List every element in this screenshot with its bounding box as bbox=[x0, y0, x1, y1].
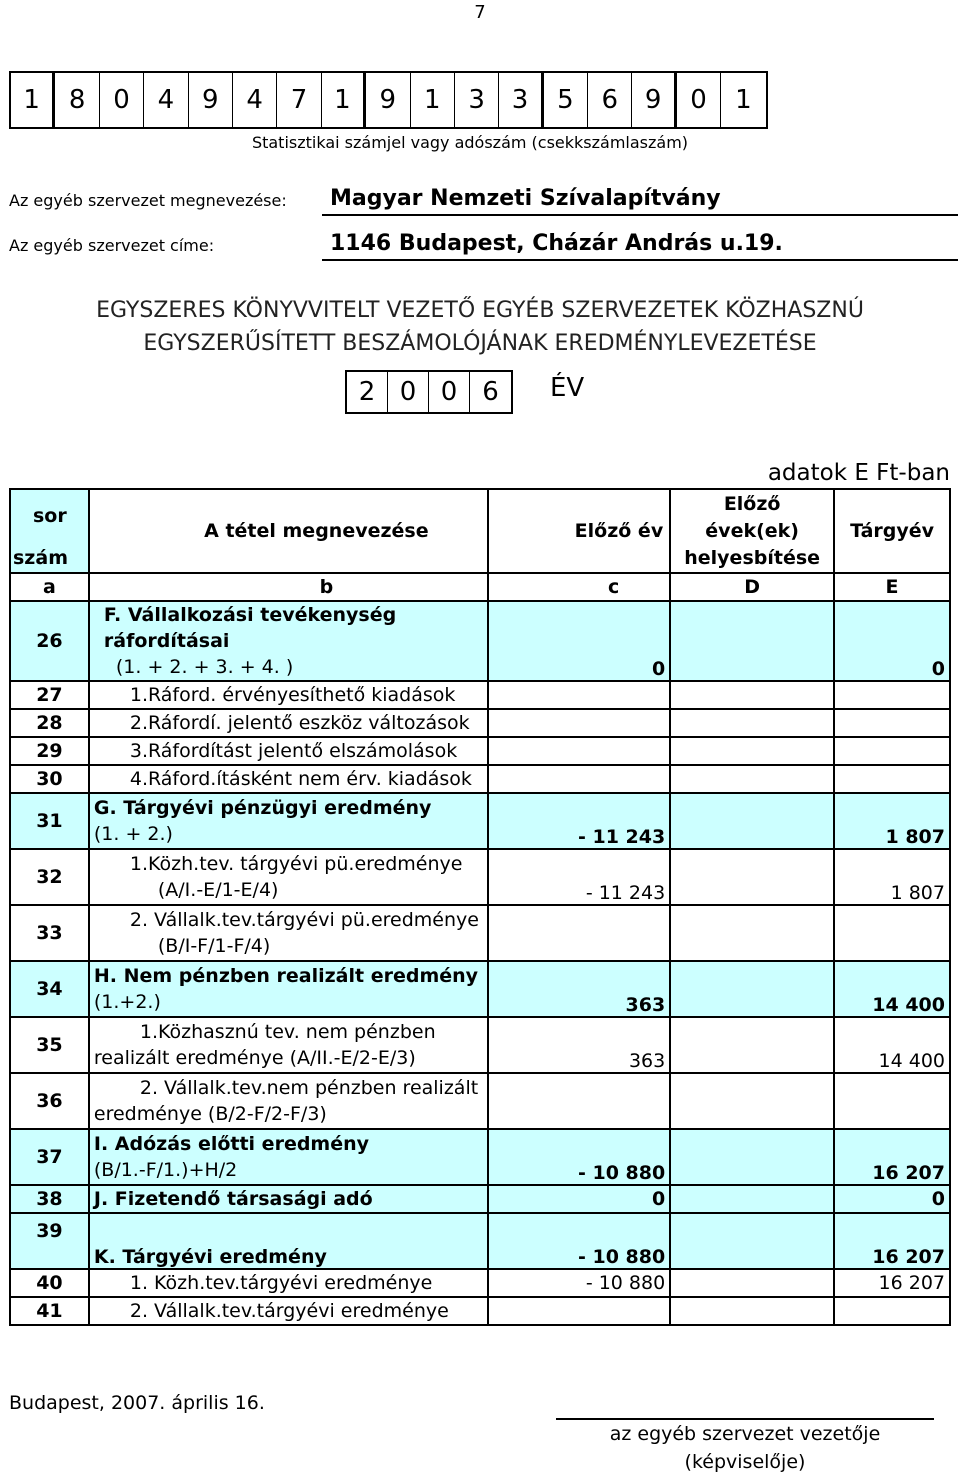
row-prev: - 10 880 bbox=[488, 1269, 670, 1297]
year-suffix: ÉV bbox=[550, 373, 585, 403]
table-row bbox=[10, 1269, 950, 1297]
row-curr bbox=[834, 1073, 950, 1129]
letter-e: E bbox=[834, 573, 950, 601]
income-statement-table bbox=[9, 488, 951, 1326]
row-label: 1. Közh.tev.tárgyévi eredménye bbox=[89, 1269, 488, 1297]
letter-d: D bbox=[670, 573, 834, 601]
row-label-line2: eredménye (B/2-F/2-F/3) bbox=[93, 1103, 327, 1125]
tax-id-digit: 0 bbox=[100, 73, 144, 127]
row-label-line1: 2. Vállalk.tev.nem pénzben realizált bbox=[139, 1077, 479, 1099]
tax-id-digit: 6 bbox=[588, 73, 632, 127]
year-digit: 0 bbox=[429, 372, 470, 412]
row-number: 35 bbox=[10, 1017, 89, 1073]
org-name-label: Az egyéb szervezet megnevezése: bbox=[9, 191, 287, 210]
signature-line bbox=[556, 1418, 934, 1420]
row-label-line1: 1.Közh.tev. tárgyévi pü.eredménye bbox=[129, 853, 463, 875]
row-curr: 0 bbox=[834, 601, 950, 681]
table-row bbox=[10, 765, 950, 793]
row-label bbox=[89, 601, 488, 681]
row-label: K. Tárgyévi eredmény bbox=[89, 1213, 488, 1269]
row-prev: - 10 880 bbox=[488, 1213, 670, 1269]
row-label bbox=[89, 905, 488, 961]
row-number: 38 bbox=[10, 1185, 89, 1213]
header-corr-3: helyesbítése bbox=[684, 546, 821, 569]
tax-id-digit: 1 bbox=[735, 85, 752, 115]
tax-id-digit: 1 bbox=[322, 73, 366, 127]
table-row bbox=[10, 1213, 950, 1269]
letter-a: a bbox=[10, 573, 89, 601]
tax-id-boxes bbox=[9, 71, 768, 129]
row-label bbox=[89, 1073, 488, 1129]
row-number: 27 bbox=[10, 681, 89, 709]
report-title-line1: EGYSZERES KÖNYVVITELT VEZETŐ EGYÉB SZERVEZETEK KÖZHASZNÚ bbox=[96, 298, 864, 323]
row-prev: - 10 880 bbox=[488, 1129, 670, 1185]
row-number: 33 bbox=[10, 905, 89, 961]
row-corr bbox=[670, 1297, 834, 1325]
row-corr bbox=[670, 737, 834, 765]
table-row bbox=[10, 1185, 950, 1213]
header-prev: Előző év bbox=[488, 489, 670, 573]
tax-id-digit: 4 bbox=[233, 73, 277, 127]
row-prev bbox=[488, 765, 670, 793]
tax-id-digit: 4 bbox=[144, 73, 188, 127]
table-row bbox=[10, 1073, 950, 1129]
row-label-line2: (A/I.-E/1-E/4) bbox=[157, 879, 279, 901]
row-curr: 16 207 bbox=[834, 1213, 950, 1269]
table-row bbox=[10, 737, 950, 765]
row-corr bbox=[670, 601, 834, 681]
row-label-line1: 2. Vállalk.tev.tárgyévi pü.eredménye bbox=[129, 909, 479, 931]
row-label bbox=[89, 849, 488, 905]
row-label bbox=[89, 793, 488, 849]
tax-id-digit: 0 bbox=[677, 73, 721, 127]
row-number: 39 bbox=[10, 1213, 89, 1269]
header-sor-szam bbox=[10, 489, 89, 573]
row-label-line2: (1. + 2.) bbox=[93, 823, 173, 845]
tax-id-digit: 3 bbox=[499, 73, 543, 127]
header-corr bbox=[670, 489, 834, 573]
row-label bbox=[89, 961, 488, 1017]
row-corr bbox=[670, 793, 834, 849]
row-prev bbox=[488, 905, 670, 961]
tax-id-digit: 9 bbox=[366, 73, 410, 127]
row-corr bbox=[670, 1269, 834, 1297]
row-curr: 14 400 bbox=[834, 961, 950, 1017]
units-note: adatok E Ft-ban bbox=[767, 460, 950, 486]
row-label: 4.Ráford.ításként nem érv. kiadások bbox=[89, 765, 488, 793]
row-label: 1.Ráford. érvényesíthető kiadások bbox=[89, 681, 488, 709]
table-header-row bbox=[10, 489, 950, 573]
page-number: 7 bbox=[474, 2, 486, 23]
signature-caption: az egyéb szervezet vezetője bbox=[609, 1423, 881, 1445]
table-row bbox=[10, 601, 950, 681]
row-label: 3.Ráfordítást jelentő elszámolások bbox=[89, 737, 488, 765]
tax-id-digit: 9 bbox=[189, 73, 233, 127]
row-prev bbox=[488, 1073, 670, 1129]
header-szam: szám bbox=[13, 547, 68, 569]
tax-id-caption: Statisztikai számjel vagy adószám (csekkszámlaszám) bbox=[251, 133, 689, 152]
letters-row bbox=[10, 573, 950, 601]
row-curr: 16 207 bbox=[834, 1269, 950, 1297]
row-number: 36 bbox=[10, 1073, 89, 1129]
row-corr bbox=[670, 1129, 834, 1185]
row-prev: 363 bbox=[488, 961, 670, 1017]
year-digit: 2 bbox=[347, 372, 388, 412]
row-corr bbox=[670, 849, 834, 905]
header-corr-1: Előző bbox=[723, 492, 781, 515]
row-corr bbox=[670, 905, 834, 961]
row-curr: 0 bbox=[834, 1185, 950, 1213]
row-prev: - 11 243 bbox=[488, 793, 670, 849]
table-row bbox=[10, 1129, 950, 1185]
tax-id-digit: 1 bbox=[411, 73, 455, 127]
table-row bbox=[10, 961, 950, 1017]
letter-b: b bbox=[89, 573, 488, 601]
table-row bbox=[10, 681, 950, 709]
row-curr: 16 207 bbox=[834, 1129, 950, 1185]
letter-c: c bbox=[488, 573, 670, 601]
row-number: 32 bbox=[10, 849, 89, 905]
year-digit: 0 bbox=[388, 372, 429, 412]
org-address-value: 1146 Budapest, Cházár András u.19. bbox=[322, 231, 958, 261]
row-prev bbox=[488, 737, 670, 765]
row-label bbox=[89, 1129, 488, 1185]
row-curr: 14 400 bbox=[834, 1017, 950, 1073]
row-prev: - 11 243 bbox=[488, 849, 670, 905]
row-curr bbox=[834, 765, 950, 793]
header-name: A tétel megnevezése bbox=[89, 489, 488, 573]
row-curr: 1 807 bbox=[834, 849, 950, 905]
table-row bbox=[10, 905, 950, 961]
row-number: 40 bbox=[10, 1269, 89, 1297]
place-date: Budapest, 2007. április 16. bbox=[9, 1392, 265, 1414]
row-number: 30 bbox=[10, 765, 89, 793]
row-corr bbox=[670, 1185, 834, 1213]
year-boxes bbox=[345, 370, 513, 414]
row-number: 29 bbox=[10, 737, 89, 765]
row-label-line2: (B/1.-F/1.)+H/2 bbox=[93, 1159, 238, 1181]
row-corr bbox=[670, 765, 834, 793]
row-label bbox=[89, 1017, 488, 1073]
row-label-line1: G. Tárgyévi pénzügyi eredmény bbox=[93, 797, 432, 819]
org-address-label: Az egyéb szervezet címe: bbox=[9, 236, 215, 255]
tax-id-digit: 7 bbox=[277, 73, 321, 127]
row-curr bbox=[834, 1297, 950, 1325]
row-corr bbox=[670, 1017, 834, 1073]
row-number: 41 bbox=[10, 1297, 89, 1325]
row-label-line2: (B/I-F/1-F/4) bbox=[157, 935, 271, 957]
table-row bbox=[10, 1297, 950, 1325]
row-prev: 0 bbox=[488, 1185, 670, 1213]
table-row bbox=[10, 793, 950, 849]
table-row bbox=[10, 849, 950, 905]
row-prev bbox=[488, 681, 670, 709]
row-prev bbox=[488, 1297, 670, 1325]
row-prev bbox=[488, 709, 670, 737]
tax-id-digit: 8 bbox=[55, 73, 99, 127]
row-label-line2: realizált eredménye (A/II.-E/2-E/3) bbox=[93, 1047, 416, 1069]
row-label-line2: (1. + 2. + 3. + 4. ) bbox=[115, 656, 294, 678]
row-label: 2.Ráfordí. jelentő eszköz változások bbox=[89, 709, 488, 737]
header-corr-2: évek(ek) bbox=[705, 519, 799, 542]
row-corr bbox=[670, 961, 834, 1017]
row-curr bbox=[834, 905, 950, 961]
row-number: 37 bbox=[10, 1129, 89, 1185]
row-label-line1: I. Adózás előtti eredmény bbox=[93, 1133, 370, 1155]
signature-caption-2: (képviselője) bbox=[684, 1451, 806, 1473]
tax-id-digit: 5 bbox=[544, 73, 588, 127]
row-corr bbox=[670, 681, 834, 709]
tax-id-digit: 3 bbox=[455, 73, 499, 127]
row-label-line1: F. Vállalkozási tevékenység ráfordításai bbox=[103, 604, 397, 652]
row-corr bbox=[670, 1213, 834, 1269]
row-corr bbox=[670, 1073, 834, 1129]
org-name-value: Magyar Nemzeti Szívalapítvány bbox=[322, 186, 958, 216]
row-curr bbox=[834, 737, 950, 765]
row-label-line1: 1.Közhasznú tev. nem pénzben bbox=[139, 1021, 436, 1043]
row-number: 31 bbox=[10, 793, 89, 849]
row-prev: 363 bbox=[488, 1017, 670, 1073]
table-row bbox=[10, 709, 950, 737]
row-number: 28 bbox=[10, 709, 89, 737]
row-curr bbox=[834, 681, 950, 709]
row-curr: 1 807 bbox=[834, 793, 950, 849]
row-label-line2: (1.+2.) bbox=[93, 991, 161, 1013]
row-curr bbox=[834, 709, 950, 737]
header-sor: sor bbox=[33, 505, 67, 527]
tax-id-digit: 1 bbox=[11, 73, 55, 127]
row-number: 34 bbox=[10, 961, 89, 1017]
row-corr bbox=[670, 709, 834, 737]
row-label: 2. Vállalk.tev.tárgyévi eredménye bbox=[89, 1297, 488, 1325]
table-row bbox=[10, 1017, 950, 1073]
report-title-line2: EGYSZERŰSÍTETT BESZÁMOLÓJÁNAK EREDMÉNYLEVEZETÉSE bbox=[143, 331, 817, 356]
row-prev: 0 bbox=[488, 601, 670, 681]
tax-id-digit: 9 bbox=[632, 73, 676, 127]
year-digit: 6 bbox=[482, 377, 499, 407]
row-number: 26 bbox=[10, 601, 89, 681]
header-curr: Tárgyév bbox=[834, 489, 950, 573]
row-label-line1: H. Nem pénzben realizált eredmény bbox=[93, 965, 479, 987]
row-label: J. Fizetendő társasági adó bbox=[89, 1185, 488, 1213]
